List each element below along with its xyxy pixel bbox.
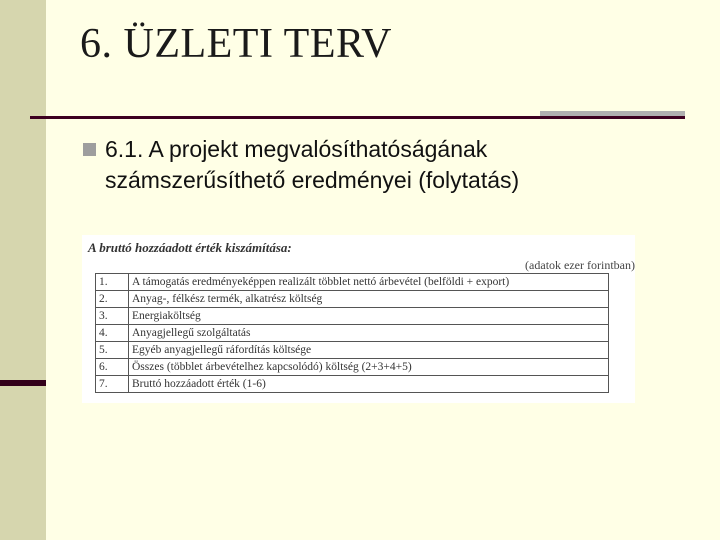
row-label: Energiaköltség — [129, 308, 609, 325]
left-sidebar-band — [0, 0, 46, 540]
table-row — [96, 291, 609, 308]
row-number: 1. — [96, 274, 129, 291]
title-underline-rule — [30, 116, 685, 119]
square-bullet-icon — [83, 143, 96, 156]
row-label: A támogatás eredményeképpen realizált többlet nettó árbevétel (belföldi + export) — [129, 274, 609, 291]
bullet-text-line-1: 6.1. A projekt megvalósíthatóságának — [105, 136, 488, 162]
calculation-table — [95, 273, 609, 393]
table-row — [96, 376, 609, 393]
table-row — [96, 308, 609, 325]
table-row — [96, 274, 609, 291]
table-unit-note: (adatok ezer forintban) — [525, 258, 635, 272]
calculation-table-figure — [82, 235, 635, 403]
row-label: Anyag-, félkész termék, alkatrész költség — [129, 291, 609, 308]
table-row — [96, 359, 609, 376]
slide-title: 6. ÜZLETI TERV — [80, 21, 392, 67]
bullet-text — [105, 134, 705, 196]
table-row — [96, 342, 609, 359]
row-label: Anyagjellegű szolgáltatás — [129, 325, 609, 342]
row-number: 3. — [96, 308, 129, 325]
row-number: 6. — [96, 359, 129, 376]
row-number: 4. — [96, 325, 129, 342]
table-heading: A bruttó hozzáadott érték kiszámítása: — [88, 240, 292, 255]
bullet-text-line-2: számszerűsíthető eredményei (folytatás) — [105, 167, 520, 193]
row-number: 2. — [96, 291, 129, 308]
sidebar-accent-bar — [0, 380, 46, 386]
row-label: Összes (többlet árbevételhez kapcsolódó) költség (2+3+4+5) — [129, 359, 609, 376]
row-number: 5. — [96, 342, 129, 359]
row-label: Bruttó hozzáadott érték (1-6) — [129, 376, 609, 393]
row-label: Egyéb anyagjellegű ráfordítás költsége — [129, 342, 609, 359]
row-number: 7. — [96, 376, 129, 393]
table-row — [96, 325, 609, 342]
